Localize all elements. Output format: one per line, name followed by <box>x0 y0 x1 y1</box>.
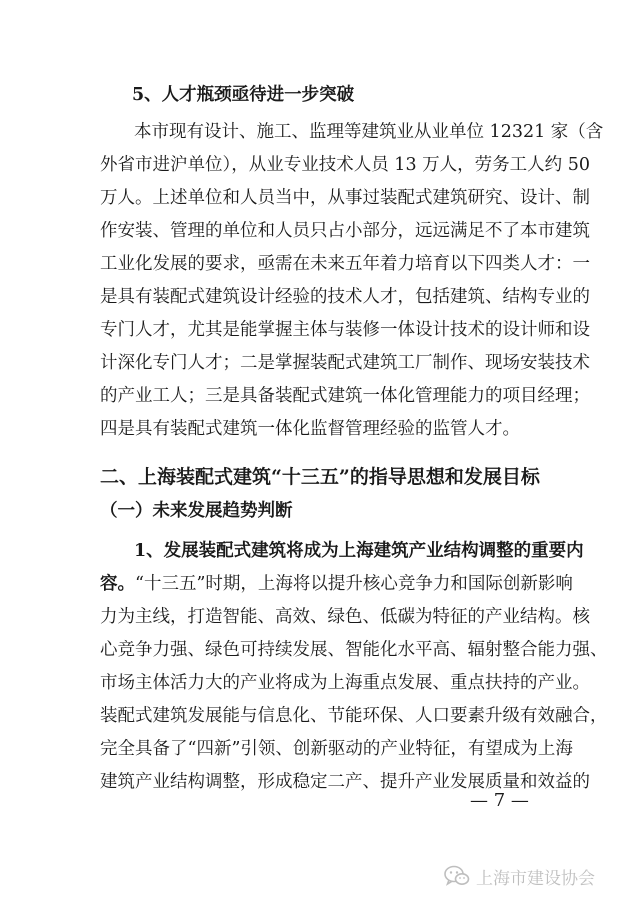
text-line: 装配式建筑发展能与信息化、节能环保、人口要素升级有效融合， <box>100 706 608 726</box>
text-line: 四是具有装配式建筑一体化监督管理经验的监管人才。 <box>100 419 520 439</box>
text-line: 力为主线，打造智能、高效、绿色、低碳为特征的产业结构。核 <box>100 607 590 627</box>
text-line-rest: “十三五”时期，上海将以提升核心竞争力和国际创新影响 <box>135 574 573 594</box>
wechat-icon <box>444 865 470 887</box>
text-line: 计深化专门人才；二是掌握装配式建筑工厂制作、现场安装技术 <box>100 353 590 373</box>
text-line: 市场主体活力大的产业将成为上海重点发展、重点扶持的产业。 <box>100 673 590 693</box>
text-line: 作安装、管理的单位和人员只占小部分，远远满足不了本市建筑 <box>100 221 590 241</box>
text-line: 的产业工人；三是具备装配式建筑一体化管理能力的项目经理； <box>100 386 590 406</box>
section-heading-5: 5、人才瓶颈亟待进一步突破 <box>132 85 355 105</box>
text-line: 心竞争力强、绿色可持续发展、智能化水平高、辐射整合能力强、 <box>100 640 608 660</box>
text-line: 专门人才，尤其是能掌握主体与装修一体设计技术的设计师和设 <box>100 320 590 340</box>
watermark-text: 上海市建设协会 <box>476 868 595 889</box>
text-line: 完全具备了“四新”引领、创新驱动的产业特征，有望成为上海 <box>100 739 573 759</box>
text-line: 万人。上述单位和人员当中，从事过装配式建筑研究、设计、制 <box>100 188 590 208</box>
page-number: — 7 — <box>470 790 529 811</box>
subsection-heading-1: （一）未来发展趋势判断 <box>100 501 293 521</box>
text-line <box>100 573 573 595</box>
text-line: 工业化发展的要求，亟需在未来五年着力培育以下四类人才：一 <box>100 254 590 274</box>
point-heading-end: 容。 <box>100 574 135 594</box>
watermark <box>444 862 595 890</box>
chapter-heading-2: 二、上海装配式建筑“十三五”的指导思想和发展目标 <box>100 466 540 488</box>
text-line: 外省市进沪单位），从业专业技术人员 13 万人，劳务工人约 50 <box>100 155 590 175</box>
point-heading-line: 1、发展装配式建筑将成为上海建筑产业结构调整的重要内 <box>134 541 584 561</box>
text-line: 是具有装配式建筑设计经验的技术人才，包括建筑、结构专业的 <box>100 287 590 307</box>
text-line: 本市现有设计、施工、监理等建筑业从业单位 12321 家（含 <box>134 122 604 142</box>
text-line: 建筑产业结构调整，形成稳定二产、提升产业发展质量和效益的 <box>100 772 590 792</box>
